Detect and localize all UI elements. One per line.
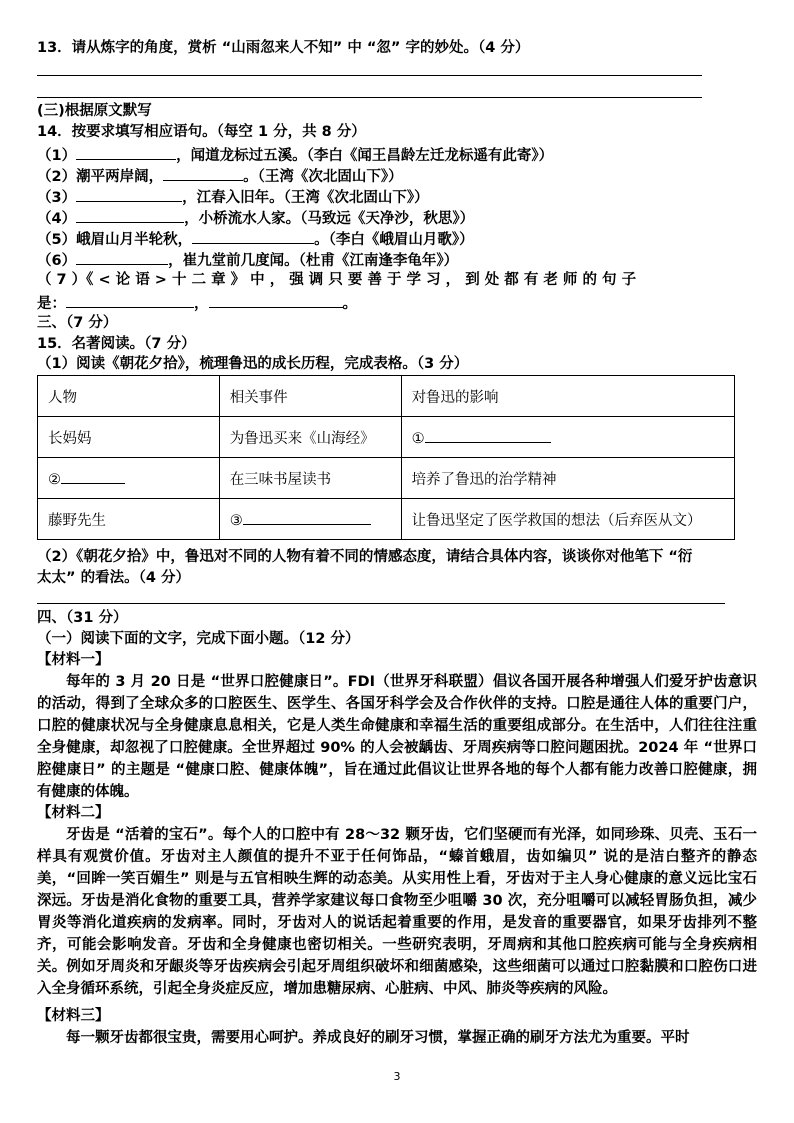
q14-item-4: （4） ，小桥流水人家。（马致远《天净沙，秋思》） <box>37 207 474 230</box>
material-1-text: 每年的 3 月 20 日是 “世界口腔健康日”。FDI（世界牙科联盟）倡议各国开展各种增强人们爱牙护齿意识的活动，得到了全球众多的口腔医生、医学生、各国牙科学会及合作伙伴的支持。口腔是通往人体的重要门户，口腔的健康状况与全身健康息息相关，它是人类生命健康和幸福生活的重要组成部分。在生活中，人们往往注重全身健康，却忽视了口腔健康。全世界超过 90% 的人会被龋齿、牙周疾病等口腔问题困扰。2024 年 “世界口腔健康日” 的主题是 “健康口腔、健康体魄”，旨在通过此倡议让世界各地的每个人都有能力改善口腔健康，拥有健康的体魄。 <box>37 674 757 800</box>
table-cell: ② <box>38 458 220 499</box>
table-cell: 培养了鲁迅的治学精神 <box>401 458 734 499</box>
question-15-2: （2）《朝花夕拾》中，鲁迅对不同的人物有着不同的情感态度，请结合具体内容，谈谈你对他笔下 “衍 <box>37 549 693 565</box>
table-header: 相关事件 <box>219 376 401 417</box>
table-header: 对鲁迅的影响 <box>401 376 734 417</box>
q14-item-2: （2）潮平两岸阔， 。（王湾《次北固山下》） <box>37 165 403 188</box>
fill-blank[interactable] <box>76 144 176 160</box>
table-header: 人物 <box>38 376 220 417</box>
section-four-part-1: （一）阅读下面的文字，完成下面小题。（12 分） <box>37 631 360 647</box>
material-2-title: 【材料二】 <box>37 805 110 821</box>
table-cell: 长妈妈 <box>38 417 220 458</box>
table-cell: 让鲁迅坚定了医学救国的想法（后弃医从文） <box>401 499 734 540</box>
table-cell: 为鲁迅买来《山海经》 <box>219 417 401 458</box>
material-2-text: 牙齿是 “活着的宝石”。每个人的口腔中有 28～32 颗牙齿，它们坚硬而有光泽，如同珍珠、贝壳、玉石一样具有观赏价值。牙齿对主人颜值的提升不亚于任何饰品，“螓首蛾眉，齿如编贝” 说的是洁白整齐的静态美，“回眸一笑百媚生” 则是与五官相映生辉的动态美。从实用性上看，牙齿对于主人身心健康的意义远比宝石深远。牙齿是消化食物的重要工具，营养学家建议每口食物至少咀嚼 30 次，充分咀嚼可以减轻胃肠负担，减少胃炎等消化道疾病的发病率。同时，牙齿对人的说话起着重要的作用，是发音的重要器官，如果牙齿排列不整齐，可能会影响发音。牙齿和全身健康也密切相关。一些研究表明，牙周病和其他口腔疾病可能与全身疾病相关。例如牙周炎和牙龈炎等牙齿疾病会引起牙周组织破坏和细菌感染，这些细菌可以通过口腔黏膜和口腔伤口进入全身循环系统，引起全身炎症反应，增加患糖尿病、心脏病、中风、肺炎等疾病的风险。 <box>37 827 757 997</box>
q14-item-1: （1） ，闻道龙标过五溪。（李白《闻王昌龄左迁龙标遥有此寄》） <box>37 144 553 167</box>
page-number: 3 <box>393 1070 401 1083</box>
fill-blank[interactable] <box>76 186 182 202</box>
question-15: 15．名著阅读。（7 分） <box>37 336 196 352</box>
table-cell: 在三味书屋读书 <box>219 458 401 499</box>
q14-item-7: （ 7 ）《 < 论 语 > 十 二 章 》 中 ， 强 调 只 要 善 于 学 习 ， 到 处 都 有 老 师 的 句 子 <box>37 272 637 288</box>
table-row <box>38 499 735 540</box>
q14-item-7-blanks: 是： ， 。 <box>37 292 357 315</box>
growth-table <box>37 375 735 540</box>
fill-blank[interactable] <box>76 207 184 223</box>
question-15-1: （1）阅读《朝花夕拾》，梳理鲁迅的成长历程，完成表格。（3 分） <box>37 356 469 372</box>
section-three: 三、（7 分） <box>37 315 118 331</box>
table-cell: ③ <box>219 499 401 540</box>
fill-blank[interactable] <box>192 228 314 244</box>
fill-blank[interactable] <box>243 509 371 525</box>
answer-line[interactable] <box>37 97 702 98</box>
material-1-title: 【材料一】 <box>37 652 110 668</box>
q14-item-3: （3） ，江春入旧年。（王湾《次北固山下》） <box>37 186 429 209</box>
table-cell: ① <box>401 417 734 458</box>
fill-blank[interactable] <box>61 468 125 484</box>
fill-blank[interactable] <box>209 292 343 308</box>
table-cell: 藤野先生 <box>38 499 220 540</box>
q14-item-5: （5）峨眉山月半轮秋， 。（李白《峨眉山月歌》） <box>37 228 474 251</box>
question-14: 14．按要求填写相应语句。（每空 1 分，共 8 分） <box>37 124 366 140</box>
fill-blank[interactable] <box>66 292 194 308</box>
material-3-title: 【材料三】 <box>37 1008 110 1024</box>
q14-item-6: （6） ，崔九堂前几度闻。（杜甫《江南逢李龟年》） <box>37 249 458 272</box>
answer-line[interactable] <box>37 75 702 76</box>
fill-blank[interactable] <box>163 165 243 181</box>
table-header-row <box>38 376 735 417</box>
section-title: (三)根据原文默写 <box>37 103 152 119</box>
section-four: 四、（31 分） <box>37 610 128 626</box>
material-3-text: 每一颗牙齿都很宝贵，需要用心呵护。养成良好的刷牙习惯，掌握正确的刷牙方法尤为重要。平时 <box>66 1030 690 1046</box>
table-row <box>38 417 735 458</box>
question-13: 13．请从炼字的角度，赏析 “山雨忽来人不知” 中 “忽” 字的妙处。（4 分） <box>37 40 530 56</box>
fill-blank[interactable] <box>76 249 168 265</box>
fill-blank[interactable] <box>425 427 551 443</box>
answer-line[interactable] <box>37 603 725 604</box>
question-15-2-cont: 太太” 的看法。（4 分） <box>37 570 190 586</box>
table-row <box>38 458 735 499</box>
